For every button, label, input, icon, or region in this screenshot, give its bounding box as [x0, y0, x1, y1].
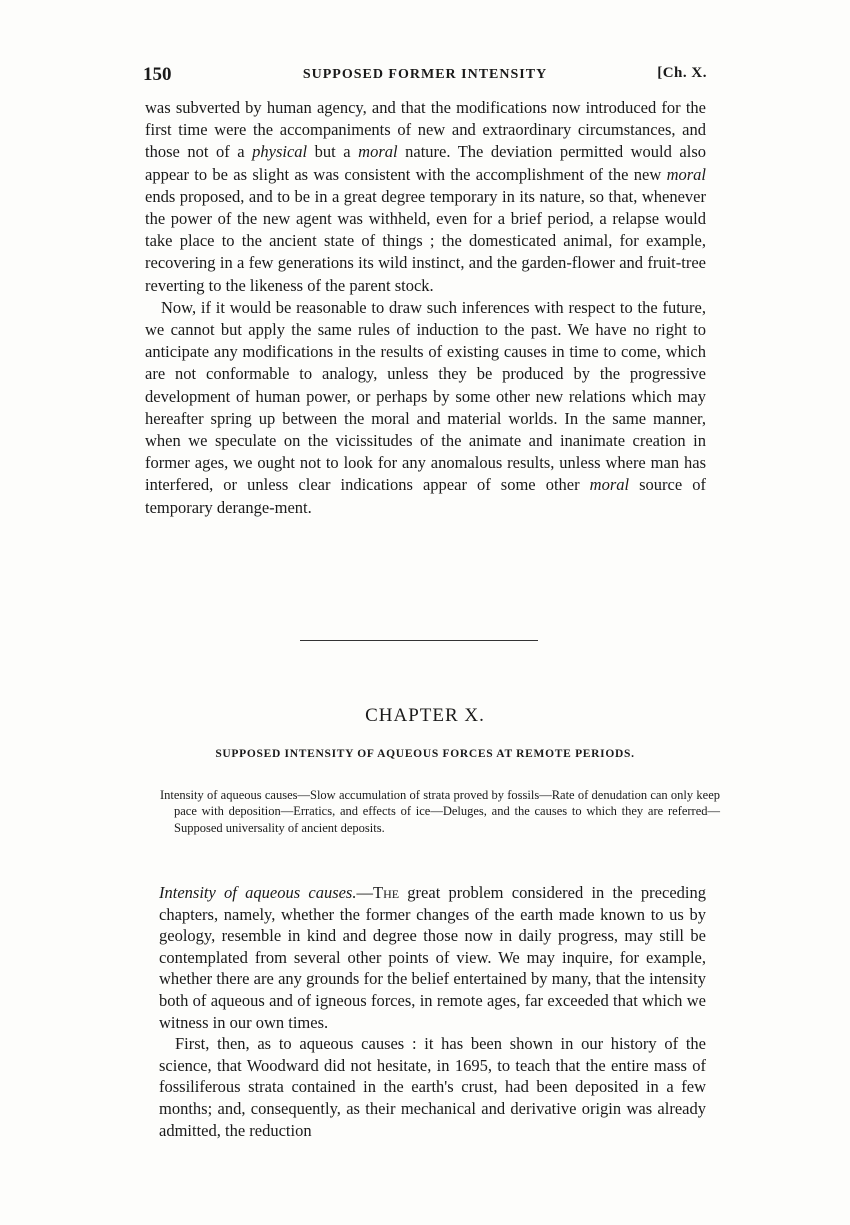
heading-dash: — — [356, 883, 373, 902]
section-heading: Intensity of aqueous causes. — [159, 883, 357, 902]
text-run: Now, if it would be reasonable to draw such inferences with respect to the future, we cannot but apply the same rules of induction to the past. We have no right to anticipate any modifications in the results of existing causes in time to come, which are not conformable to analogy, unless they be produced by the progressive development of human power, or perhaps by some other new relations which may hereafter spring up between the moral and material worlds. In the same manner, when we speculate on the vicissitudes of the animate and inanimate creation in former ages, we ought not to look for any anomalous results, unless where man has interfered, or unless clear indications appear of some other — [145, 297, 706, 495]
italic-word: moral — [666, 164, 706, 184]
text-run: great problem considered in the preceding chapters, namely, whether the former changes of the earth made known to us by geology, resemble in kind and degree those now in daily progress, may still be contemplated from several other points of view. We may inquire, for example, whether there are any grounds for the belief entertained by many, that the intensity both of aqueous and of igneous forces, in remote ages, far exceeded that which we witness in our own times. — [159, 883, 706, 1032]
chapter-body — [159, 882, 706, 1141]
running-head — [143, 64, 707, 88]
chapter-synopsis: Intensity of aqueous causes—Slow accumulation of strata proved by fossils—Rate of denudation can only keep pace with deposition—Erratics, and effects of ice—Deluges, and the causes to which they are referred—Supposed universality of ancient deposits. — [160, 788, 720, 835]
paragraph-inferences — [145, 297, 706, 519]
chapter-reference: [Ch. X. — [657, 65, 707, 81]
italic-word: moral — [589, 475, 630, 495]
text-run: source of temporary derange-ment. — [145, 475, 706, 517]
text-run: ends proposed, and to be in a great degree temporary in its nature, so that, whenever the power of the new agent was withheld, even for a brief period, a relapse would take place to the ancient state of things ; the domesticated animal, for example, recovering in a few generations its wild instinct, and the garden-flower and fruit-tree reverting to the likeness of the parent stock. — [145, 186, 706, 295]
first-word: The — [372, 883, 400, 902]
chapter-subtitle: SUPPOSED INTENSITY OF AQUEOUS FORCES AT REMOTE PERIODS. — [215, 748, 635, 760]
italic-word: physical — [252, 142, 308, 162]
italic-word: moral — [358, 142, 398, 162]
paragraph-intensity — [159, 882, 706, 1033]
page-number: 150 — [143, 64, 172, 85]
previous-chapter-ending — [145, 97, 706, 519]
section-divider — [300, 640, 538, 641]
chapter-title: CHAPTER X. — [365, 705, 485, 726]
running-title: SUPPOSED FORMER INTENSITY — [302, 67, 548, 82]
text-run: but a — [307, 142, 359, 162]
text-run: was subverted by human agency, and that the modifications now introduced for the first time were the accompaniments of new and extraordinary circumstances, and those not of a — [145, 98, 706, 162]
text-run: nature. The deviation permitted would also appear to be as slight as was consistent with the accomplishment of the new — [145, 142, 706, 184]
paragraph-subverted — [145, 97, 706, 297]
paragraph-aqueous-causes: First, then, as to aqueous causes : it has been shown in our history of the science, that Woodward did not hesitate, in 1695, to teach that the entire mass of fossiliferous strata contained in the earth's crust, had been deposited in a few months; and, consequently, as their mechanical and derivative origin was already admitted, the reduction — [159, 1034, 706, 1140]
